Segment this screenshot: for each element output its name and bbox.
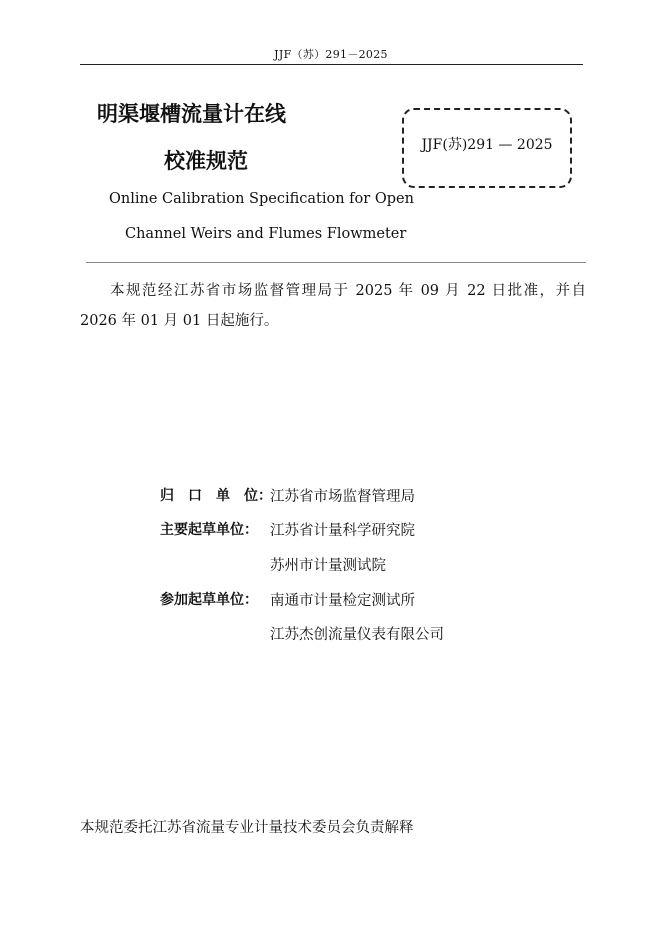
title-chinese-line-2: 校准规范	[164, 149, 248, 173]
authority-value: 江苏省市场监督管理局	[270, 489, 415, 505]
drafting-org-2: 苏州市计量测试院	[270, 558, 386, 574]
title-english-line-1: Online Calibration Specification for Open	[109, 191, 414, 207]
header-rule	[80, 64, 583, 65]
participating-org-1: 南通市计量检定测试所	[270, 593, 415, 609]
authority-label: 归 口 单 位：	[160, 488, 272, 504]
header-document-code: JJF（苏）291－2025	[274, 48, 388, 61]
participating-org-2: 江苏杰创流量仪表有限公司	[270, 627, 444, 643]
title-divider	[86, 262, 586, 263]
document-code-box-text: JJF(苏)291 — 2025	[421, 137, 553, 153]
drafting-org-1: 江苏省计量科学研究院	[270, 523, 415, 539]
participating-label: 参加起草单位：	[160, 592, 258, 608]
interpretation-note: 本规范委托江苏省流量专业计量技术委员会负责解释	[80, 820, 414, 836]
title-english-line-2: Channel Weirs and Flumes Flowmeter	[125, 226, 407, 242]
drafting-label: 主要起草单位：	[160, 522, 258, 538]
approval-statement: 本规范经江苏省市场监督管理局于 2025 年 09 月 22 日批准，并自 2026 年 01 月 01 日起施行。	[80, 283, 586, 329]
title-chinese-line-1: 明渠堰槽流量计在线	[97, 102, 286, 126]
